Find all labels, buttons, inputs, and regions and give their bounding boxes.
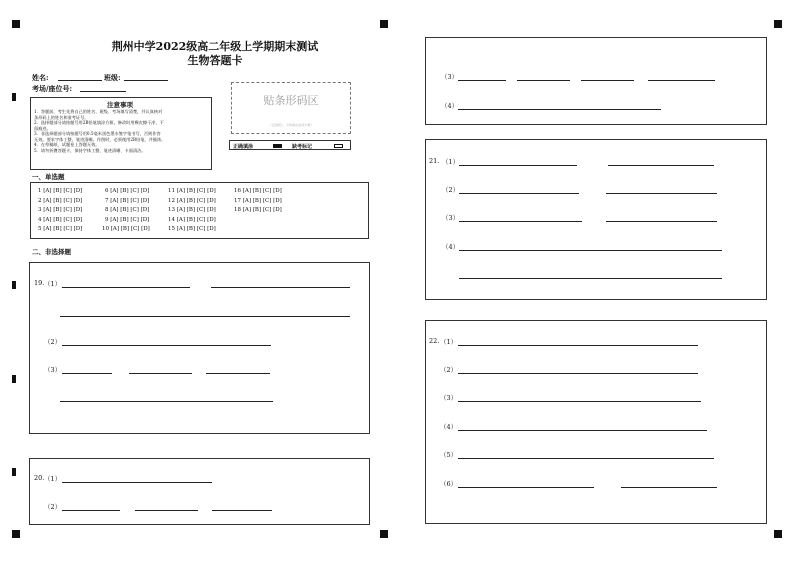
q21-part4-line[interactable] xyxy=(459,250,722,251)
notice-line: 4．在草稿纸、试题卷上答题无效。 xyxy=(34,142,100,147)
mc-row[interactable]: 15 [A] [B] [C] [D] xyxy=(168,226,216,232)
mc-row[interactable]: 1 [A] [B] [C] [D] xyxy=(38,188,83,194)
q19-part3-line[interactable] xyxy=(60,401,273,402)
mc-row[interactable]: 16 [A] [B] [C] [D] xyxy=(234,188,282,194)
mc-row[interactable]: 14 [A] [B] [C] [D] xyxy=(168,217,216,223)
continued-answer-box xyxy=(425,37,767,125)
q20-part2-line[interactable] xyxy=(135,510,198,511)
absent-mark-label: 缺考标记 xyxy=(292,143,313,150)
q21-answer-box xyxy=(425,139,767,300)
cont-part3-line[interactable] xyxy=(581,80,634,81)
cont-part3-label: （3） xyxy=(441,73,459,81)
cont-part3-line[interactable] xyxy=(648,80,715,81)
corner-mark-bl xyxy=(12,530,20,538)
mc-row[interactable]: 11 [A] [B] [C] [D] xyxy=(168,188,216,194)
q19-number: 19. xyxy=(34,279,45,287)
q22-answer-box xyxy=(425,320,767,524)
q19-part1-line[interactable] xyxy=(60,316,350,317)
notice-line: 5．请勿折叠答题卡，保持字体工整、笔迹清晰、卡面清洁。 xyxy=(34,147,146,153)
q21-number: 21. xyxy=(429,157,440,165)
timing-mark xyxy=(12,281,16,289)
mc-row[interactable]: 17 [A] [B] [C] [D] xyxy=(234,198,282,204)
q22-part4-label: （4） xyxy=(440,423,458,431)
notice-line: 无效。要求字体工整、笔迹清晰。作图时，必须使用2B铅笔，并描浓。 xyxy=(34,136,166,142)
timing-mark xyxy=(12,468,16,476)
q22-part5-label: （5） xyxy=(440,451,458,459)
q21-part1-label: （1） xyxy=(442,158,460,166)
q20-part1-label: （1） xyxy=(44,475,62,483)
q19-part2-line[interactable] xyxy=(62,345,271,346)
barcode-hint: （正面朝上，切勿贴出虚线方框） xyxy=(268,123,314,127)
q22-part3-label: （3） xyxy=(440,394,458,402)
q19-part1-label: （1） xyxy=(44,280,62,288)
name-label: 姓名: xyxy=(32,73,49,82)
mc-row[interactable]: 12 [A] [B] [C] [D] xyxy=(168,198,216,204)
cont-part4-line[interactable] xyxy=(458,109,661,110)
cont-part3-line[interactable] xyxy=(517,80,570,81)
notice-line: 1．答题前，考生先将自己的姓名、班级、考场填写清楚，并认真核对 xyxy=(34,109,163,114)
notice-line: 条形码上的姓名和准考证号。 xyxy=(34,114,89,120)
page-subtitle: 生物答题卡 xyxy=(187,54,243,67)
timing-mark xyxy=(12,93,16,101)
q22-part1-line[interactable] xyxy=(458,345,698,346)
correct-fill-sample xyxy=(273,144,282,148)
fill-sample-box xyxy=(229,140,351,150)
q22-part3-line[interactable] xyxy=(458,401,701,402)
timing-mark xyxy=(12,375,16,383)
q19-part3-line[interactable] xyxy=(206,373,270,374)
mc-row[interactable]: 9 [A] [B] [C] [D] xyxy=(105,217,150,223)
q22-part2-line[interactable] xyxy=(458,373,698,374)
q21-part2-line[interactable] xyxy=(606,193,717,194)
mc-row[interactable]: 8 [A] [B] [C] [D] xyxy=(105,207,150,213)
room-seat-field[interactable] xyxy=(80,91,126,92)
q19-part1-line[interactable] xyxy=(211,287,350,288)
q22-part4-line[interactable] xyxy=(458,430,707,431)
q22-part6-line[interactable] xyxy=(458,487,594,488)
mc-row[interactable]: 5 [A] [B] [C] [D] xyxy=(38,226,83,232)
mc-answer-box xyxy=(30,182,369,239)
barcode-label: 贴条形码区 xyxy=(263,94,319,107)
q22-part6-label: （6） xyxy=(440,480,458,488)
q21-part1-line[interactable] xyxy=(459,165,577,166)
q19-part1-line[interactable] xyxy=(62,287,190,288)
mc-row[interactable]: 10 [A] [B] [C] [D] xyxy=(102,226,150,232)
q21-part2-line[interactable] xyxy=(459,193,579,194)
mc-row[interactable]: 4 [A] [B] [C] [D] xyxy=(38,217,83,223)
corner-mark-tl xyxy=(12,20,20,28)
q22-number: 22. xyxy=(429,337,440,345)
q20-part2-line[interactable] xyxy=(212,510,272,511)
room-seat-label: 考场/座位号: xyxy=(32,84,73,93)
q19-part3-line[interactable] xyxy=(62,373,112,374)
q21-part1-line[interactable] xyxy=(608,165,714,166)
q22-part2-label: （2） xyxy=(440,366,458,374)
mc-row[interactable]: 18 [A] [B] [C] [D] xyxy=(234,207,282,213)
q20-part2-line[interactable] xyxy=(62,510,120,511)
q19-answer-box xyxy=(29,262,370,434)
q20-part2-label: （2） xyxy=(44,503,62,511)
q20-part1-line[interactable] xyxy=(62,482,212,483)
mc-row[interactable]: 7 [A] [B] [C] [D] xyxy=(105,198,150,204)
name-field[interactable] xyxy=(58,80,102,81)
q21-part3-line[interactable] xyxy=(459,221,582,222)
page-title: 荆州中学2022级高二年级上学期期末测试 xyxy=(111,40,319,53)
notice-line: 2．选择题部分请按题号用2B铅笔填涂方框，修改时用橡皮擦干净，不 xyxy=(34,120,164,125)
notice-line: 留痕迹。 xyxy=(34,125,51,131)
q22-part6-line[interactable] xyxy=(621,487,717,488)
corner-mark-bc xyxy=(380,530,388,538)
absent-mark-checkbox[interactable] xyxy=(334,144,343,148)
q20-number: 20. xyxy=(34,474,45,482)
section-non-choice: 二、非选择题 xyxy=(32,248,71,256)
notice-title: 注意事项 xyxy=(107,101,133,109)
q21-part3-label: （3） xyxy=(442,214,460,222)
q22-part5-line[interactable] xyxy=(458,458,714,459)
q21-part2-label: （2） xyxy=(442,186,460,194)
mc-row[interactable]: 3 [A] [B] [C] [D] xyxy=(38,207,83,213)
q21-part4-label: （4） xyxy=(442,243,460,251)
barcode-area xyxy=(231,82,351,134)
q21-part4-line[interactable] xyxy=(459,278,722,279)
mc-row[interactable]: 13 [A] [B] [C] [D] xyxy=(168,207,216,213)
q19-part3-line[interactable] xyxy=(129,373,192,374)
corner-mark-br xyxy=(774,530,782,538)
mc-row[interactable]: 2 [A] [B] [C] [D] xyxy=(38,198,83,204)
corner-mark-tr xyxy=(774,20,782,28)
q19-part3-label: （3） xyxy=(44,366,62,374)
cont-part3-line[interactable] xyxy=(458,80,506,81)
class-label: 班级: xyxy=(104,73,121,82)
mc-row[interactable]: 6 [A] [B] [C] [D] xyxy=(105,188,150,194)
q21-part3-line[interactable] xyxy=(606,221,717,222)
notice-box xyxy=(30,97,212,170)
q19-part2-label: （2） xyxy=(44,338,62,346)
q22-part1-label: （1） xyxy=(440,338,458,346)
correct-fill-label: 正确填涂 xyxy=(233,143,254,150)
corner-mark-tc xyxy=(380,20,388,28)
notice-line: 3．非选择题部分请按题号用0.5毫米黑色墨水签字笔书写，否则作答 xyxy=(34,131,161,136)
q20-answer-box xyxy=(29,458,370,525)
section-single-choice: 一、单选题 xyxy=(32,173,65,181)
class-field[interactable] xyxy=(124,80,168,81)
cont-part4-label: （4） xyxy=(441,102,459,110)
